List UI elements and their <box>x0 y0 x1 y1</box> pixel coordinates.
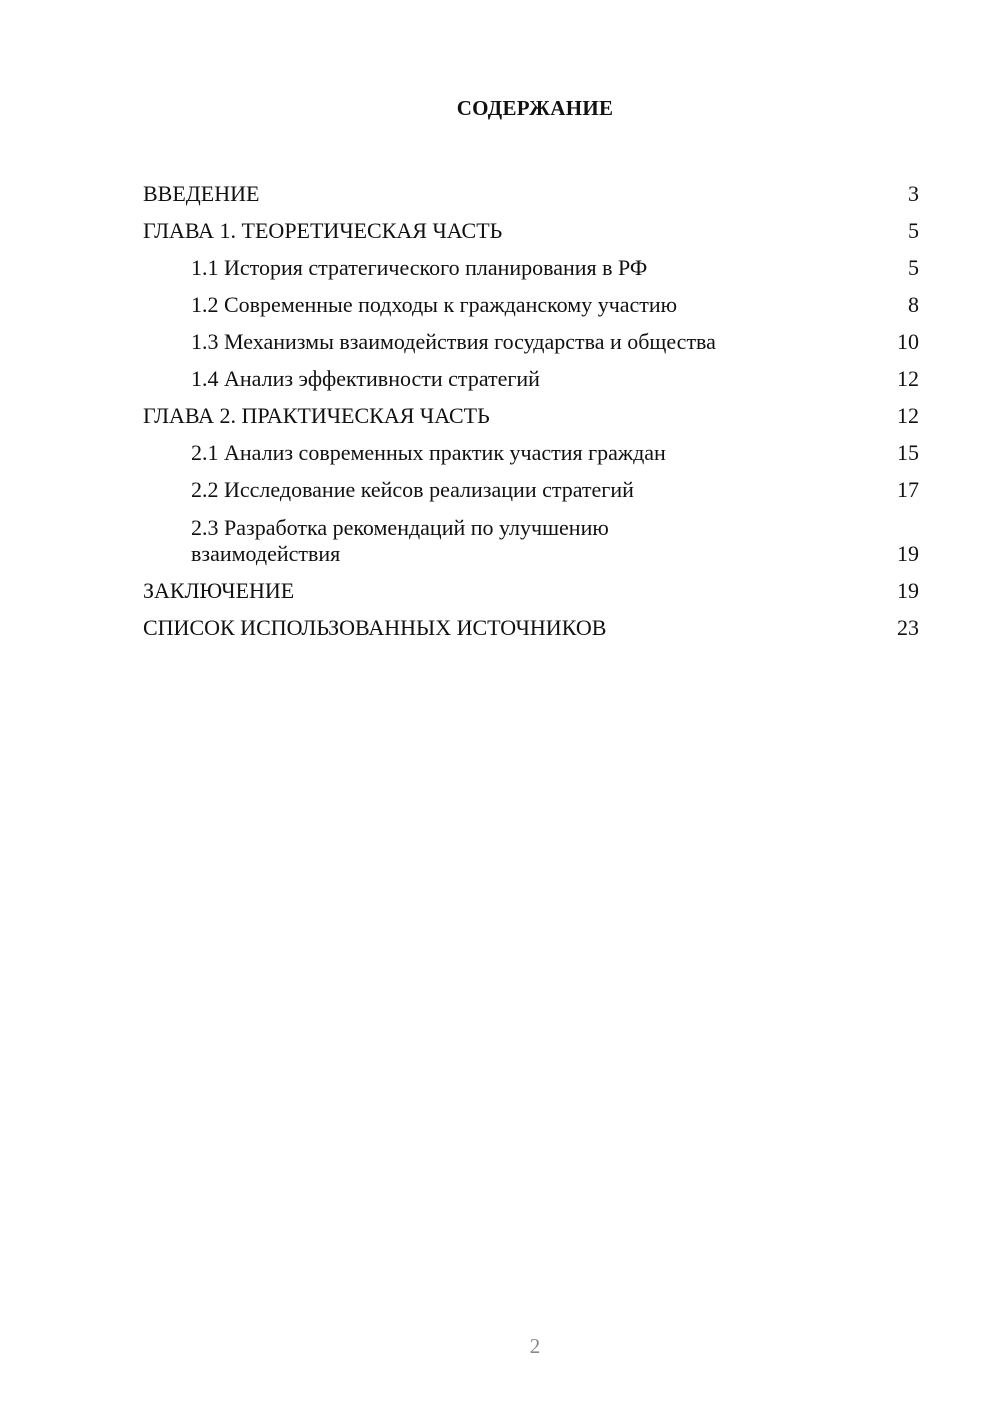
toc-entry-page: 12 <box>897 366 919 391</box>
toc-entry-conclusion[interactable] <box>143 567 919 604</box>
toc-entry-page: 10 <box>897 329 919 354</box>
toc-entry-section-2-1[interactable] <box>143 429 919 466</box>
toc-entry-label: ГЛАВА 2. ПРАКТИЧЕСКАЯ ЧАСТЬ <box>143 403 490 428</box>
toc-entry-page: 19 <box>897 578 919 603</box>
toc-entry-references[interactable] <box>143 604 919 641</box>
toc-entry-label: ВВЕДЕНИЕ <box>143 181 260 206</box>
toc-entry-label: ГЛАВА 1. ТЕОРЕТИЧЕСКАЯ ЧАСТЬ <box>143 218 503 243</box>
toc-entry-page: 3 <box>908 181 919 206</box>
toc-entry-label: СПИСОК ИСПОЛЬЗОВАННЫХ ИСТОЧНИКОВ <box>143 615 607 640</box>
page-number: 2 <box>529 1334 541 1358</box>
toc-entry-label: 1.1 История стратегического планирования в РФ <box>191 255 648 280</box>
toc-entry-chapter-1[interactable] <box>143 207 919 244</box>
toc-entry-label: 2.1 Анализ современных практик участия граждан <box>191 440 666 465</box>
toc-entry-label: 2.2 Исследование кейсов реализации стратегий <box>191 477 634 502</box>
toc-entry-label: 1.4 Анализ эффективности стратегий <box>191 366 540 391</box>
toc-entry-page: 12 <box>897 403 919 428</box>
toc-entry-page: 23 <box>897 615 919 640</box>
toc-entry-page: 17 <box>897 477 919 502</box>
toc-entry-page: 5 <box>908 255 919 280</box>
toc-entry-chapter-2[interactable] <box>143 392 919 429</box>
toc-entry-section-1-4[interactable] <box>143 355 919 392</box>
toc-entry-section-1-1[interactable] <box>143 244 919 281</box>
toc-entry-page: 5 <box>908 218 919 243</box>
toc-entry-section-1-3[interactable] <box>143 318 919 355</box>
toc-entry-label: 1.3 Механизмы взаимодействия государства и общества <box>191 329 716 354</box>
toc-entry-label: ЗАКЛЮЧЕНИЕ <box>143 578 295 603</box>
page-title: СОДЕРЖАНИЕ <box>456 96 614 120</box>
table-of-contents <box>143 170 919 641</box>
toc-entry-page: 19 <box>897 541 919 566</box>
toc-entry-introduction[interactable] <box>143 170 919 207</box>
toc-entry-section-2-3[interactable] <box>143 503 919 567</box>
toc-entry-label: 2.3 Разработка рекомендаций по улучшению взаимодействия <box>191 515 609 566</box>
toc-entry-page: 15 <box>897 440 919 465</box>
toc-entry-page: 8 <box>908 292 919 317</box>
toc-entry-section-2-2[interactable] <box>143 466 919 503</box>
toc-entry-section-1-2[interactable] <box>143 281 919 318</box>
toc-entry-label: 1.2 Современные подходы к гражданскому участию <box>191 292 678 317</box>
